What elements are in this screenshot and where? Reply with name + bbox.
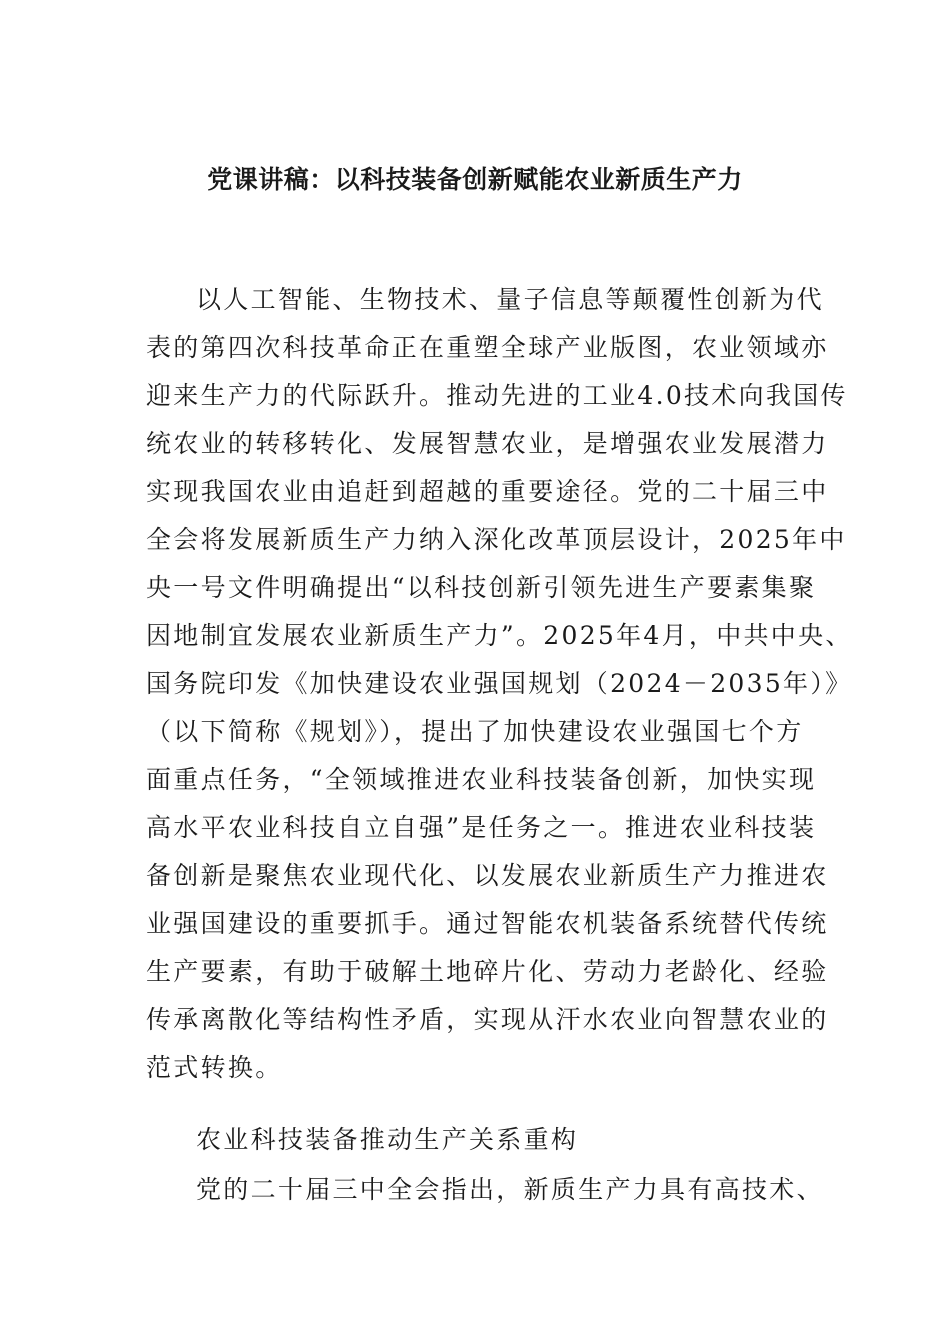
paragraph-line: 党的二十届三中全会指出，新质生产力具有高技术、 — [196, 1175, 824, 1204]
paragraph-line: 业强国建设的重要抓手。通过智能农机装备系统替代传统 — [146, 909, 829, 938]
paragraph-line: 面重点任务，“全领域推进农业科技装备创新，加快实现 — [146, 765, 817, 794]
paragraph-line: 表的第四次科技革命正在重塑全球产业版图，农业领域亦 — [146, 333, 829, 362]
paragraph-line: 国务院印发《加快建设农业强国规划（2024－2035年）》 — [146, 669, 853, 698]
paragraph-line: 备创新是聚焦农业现代化、以发展农业新质生产力推进农 — [146, 861, 829, 890]
paragraph-line: 以人工智能、生物技术、量子信息等颠覆性创新为代 — [196, 285, 824, 314]
paragraph-line: 生产要素，有助于破解土地碎片化、劳动力老龄化、经验 — [146, 957, 829, 986]
paragraph-line: 实现我国农业由追赶到超越的重要途径。党的二十届三中 — [146, 477, 829, 506]
paragraph-line: 全会将发展新质生产力纳入深化改革顶层设计，2025年中 — [146, 525, 847, 554]
paragraph-line: 统农业的转移转化、发展智慧农业，是增强农业发展潜力 — [146, 429, 829, 458]
section-heading: 农业科技装备推动生产关系重构 — [196, 1125, 579, 1154]
paragraph-line: 央一号文件明确提出“以科技创新引领先进生产要素集聚 — [146, 573, 817, 602]
paragraph-line: 传承离散化等结构性矛盾，实现从汗水农业向智慧农业的 — [146, 1005, 829, 1034]
paragraph-line: 迎来生产力的代际跃升。推动先进的工业4.0技术向我国传 — [146, 381, 848, 410]
paragraph-line: 因地制宜发展农业新质生产力”。2025年4月，中共中央、 — [146, 621, 853, 650]
paragraph-line: 高水平农业科技自立自强”是任务之一。推进农业科技装 — [146, 813, 817, 842]
document-title: 党课讲稿：以科技装备创新赋能农业新质生产力 — [207, 165, 743, 194]
paragraph-line: （以下简称《规划》），提出了加快建设农业强国七个方 — [146, 717, 804, 746]
paragraph-line: 范式转换。 — [146, 1053, 283, 1082]
